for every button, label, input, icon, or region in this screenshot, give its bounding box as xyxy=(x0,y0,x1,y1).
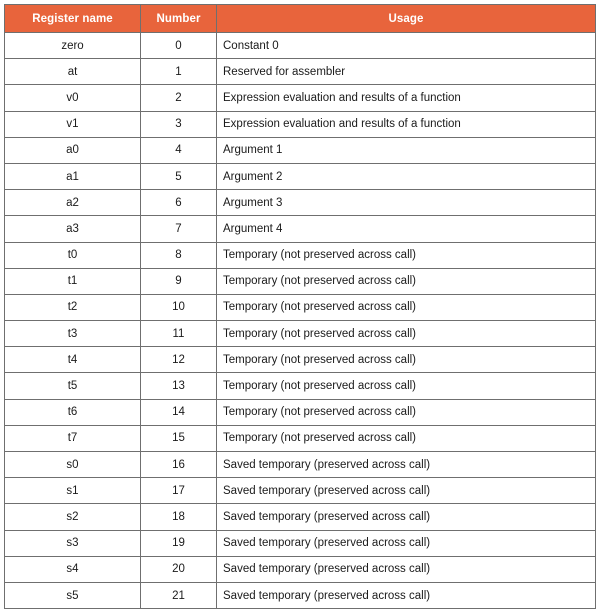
cell-register-name: s3 xyxy=(5,530,141,556)
cell-register-usage: Temporary (not preserved across call) xyxy=(217,425,596,451)
cell-register-number: 2 xyxy=(141,85,217,111)
cell-register-name: s0 xyxy=(5,452,141,478)
cell-register-number: 13 xyxy=(141,373,217,399)
cell-register-name: v1 xyxy=(5,111,141,137)
cell-register-name: at xyxy=(5,59,141,85)
table-row xyxy=(5,163,596,189)
cell-register-usage: Argument 4 xyxy=(217,216,596,242)
cell-register-usage: Temporary (not preserved across call) xyxy=(217,373,596,399)
cell-register-usage: Temporary (not preserved across call) xyxy=(217,242,596,268)
cell-register-number: 21 xyxy=(141,582,217,608)
cell-register-name: t3 xyxy=(5,321,141,347)
cell-register-name: t4 xyxy=(5,347,141,373)
cell-register-name: a2 xyxy=(5,190,141,216)
cell-register-usage: Temporary (not preserved across call) xyxy=(217,321,596,347)
table-row xyxy=(5,425,596,451)
cell-register-number: 17 xyxy=(141,478,217,504)
cell-register-number: 11 xyxy=(141,321,217,347)
cell-register-number: 9 xyxy=(141,268,217,294)
table-header xyxy=(5,5,596,33)
cell-register-number: 16 xyxy=(141,452,217,478)
cell-register-name: t2 xyxy=(5,294,141,320)
cell-register-usage: Argument 3 xyxy=(217,190,596,216)
cell-register-usage: Saved temporary (preserved across call) xyxy=(217,504,596,530)
cell-register-number: 20 xyxy=(141,556,217,582)
cell-register-usage: Saved temporary (preserved across call) xyxy=(217,530,596,556)
table-row xyxy=(5,452,596,478)
cell-register-usage: Temporary (not preserved across call) xyxy=(217,294,596,320)
cell-register-name: t7 xyxy=(5,425,141,451)
cell-register-usage: Saved temporary (preserved across call) xyxy=(217,478,596,504)
table-row xyxy=(5,85,596,111)
cell-register-usage: Saved temporary (preserved across call) xyxy=(217,556,596,582)
column-header-number: Number xyxy=(141,5,217,33)
table-row xyxy=(5,373,596,399)
cell-register-name: a1 xyxy=(5,163,141,189)
table-row xyxy=(5,190,596,216)
cell-register-number: 18 xyxy=(141,504,217,530)
table-row xyxy=(5,582,596,608)
cell-register-number: 15 xyxy=(141,425,217,451)
cell-register-name: t0 xyxy=(5,242,141,268)
cell-register-name: s4 xyxy=(5,556,141,582)
cell-register-number: 12 xyxy=(141,347,217,373)
table-row xyxy=(5,530,596,556)
cell-register-name: s1 xyxy=(5,478,141,504)
cell-register-usage: Argument 1 xyxy=(217,137,596,163)
table-row xyxy=(5,268,596,294)
cell-register-number: 0 xyxy=(141,33,217,59)
cell-register-name: t1 xyxy=(5,268,141,294)
cell-register-number: 14 xyxy=(141,399,217,425)
table-row xyxy=(5,242,596,268)
cell-register-name: a0 xyxy=(5,137,141,163)
cell-register-name: t6 xyxy=(5,399,141,425)
table-row xyxy=(5,556,596,582)
cell-register-name: s5 xyxy=(5,582,141,608)
cell-register-number: 5 xyxy=(141,163,217,189)
cell-register-name: a3 xyxy=(5,216,141,242)
cell-register-name: v0 xyxy=(5,85,141,111)
cell-register-usage: Temporary (not preserved across call) xyxy=(217,268,596,294)
table-row xyxy=(5,321,596,347)
table-row xyxy=(5,347,596,373)
table-row xyxy=(5,294,596,320)
cell-register-usage: Expression evaluation and results of a function xyxy=(217,111,596,137)
cell-register-number: 7 xyxy=(141,216,217,242)
table-row xyxy=(5,216,596,242)
cell-register-number: 19 xyxy=(141,530,217,556)
cell-register-name: t5 xyxy=(5,373,141,399)
cell-register-usage: Argument 2 xyxy=(217,163,596,189)
table-row xyxy=(5,111,596,137)
cell-register-number: 3 xyxy=(141,111,217,137)
cell-register-usage: Saved temporary (preserved across call) xyxy=(217,582,596,608)
cell-register-name: zero xyxy=(5,33,141,59)
cell-register-usage: Temporary (not preserved across call) xyxy=(217,347,596,373)
table-row xyxy=(5,59,596,85)
register-table xyxy=(4,4,596,609)
cell-register-usage: Constant 0 xyxy=(217,33,596,59)
cell-register-number: 10 xyxy=(141,294,217,320)
table-row xyxy=(5,33,596,59)
cell-register-usage: Saved temporary (preserved across call) xyxy=(217,452,596,478)
column-header-register-name: Register name xyxy=(5,5,141,33)
cell-register-number: 4 xyxy=(141,137,217,163)
cell-register-usage: Expression evaluation and results of a function xyxy=(217,85,596,111)
cell-register-usage: Temporary (not preserved across call) xyxy=(217,399,596,425)
table-row xyxy=(5,504,596,530)
table-row xyxy=(5,478,596,504)
cell-register-usage: Reserved for assembler xyxy=(217,59,596,85)
table-row xyxy=(5,399,596,425)
column-header-usage: Usage xyxy=(217,5,596,33)
table-row xyxy=(5,137,596,163)
table-header-row xyxy=(5,5,596,33)
cell-register-number: 1 xyxy=(141,59,217,85)
cell-register-number: 6 xyxy=(141,190,217,216)
table-body xyxy=(5,33,596,609)
cell-register-number: 8 xyxy=(141,242,217,268)
cell-register-name: s2 xyxy=(5,504,141,530)
